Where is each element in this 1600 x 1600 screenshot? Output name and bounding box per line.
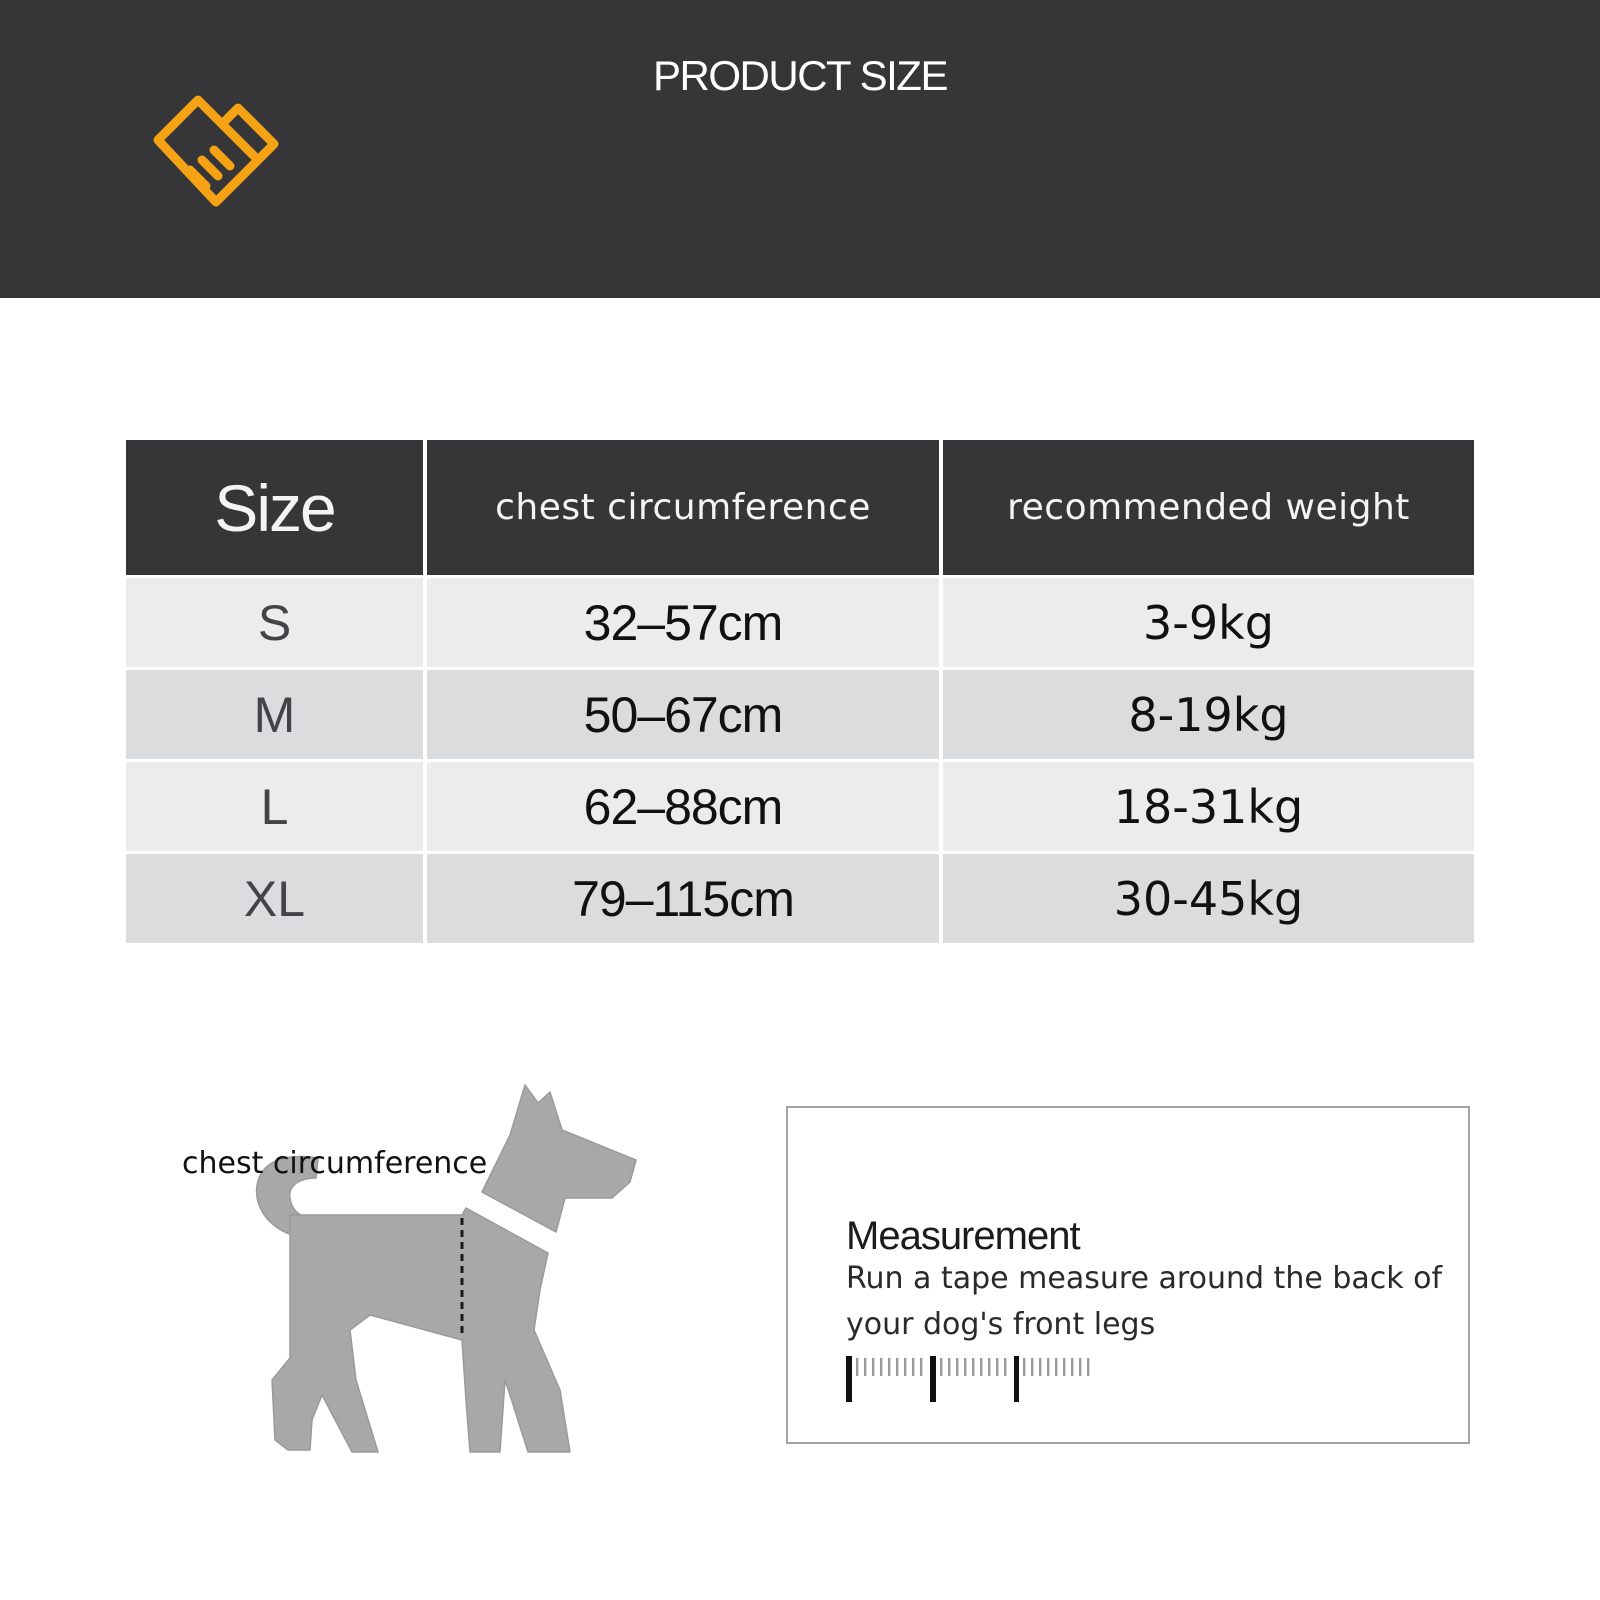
chest-cell: 32–57cm <box>423 575 939 667</box>
table-row <box>126 575 1474 667</box>
table-row <box>126 759 1474 851</box>
size-cell: M <box>126 667 423 759</box>
size-cell: XL <box>126 851 423 943</box>
weight-cell: 3-9kg <box>939 575 1474 667</box>
size-chart-table <box>126 440 1474 943</box>
weight-cell: 8-19kg <box>939 667 1474 759</box>
measurement-card <box>786 1106 1470 1444</box>
table-header-row <box>126 440 1474 575</box>
tape-measure-icon <box>846 1356 1106 1406</box>
chest-circumference-label: chest circumference <box>182 1146 488 1181</box>
page-title: PRODUCT SIZE <box>653 52 947 99</box>
chest-cell: 50–67cm <box>423 667 939 759</box>
dog-silhouette-icon <box>175 1060 655 1480</box>
chest-cell: 79–115cm <box>423 851 939 943</box>
ruler-tag-icon <box>150 92 280 210</box>
header-size: Size <box>126 440 423 575</box>
weight-cell: 18-31kg <box>939 759 1474 851</box>
measurement-description: Run a tape measure around the back of your dog's front legs <box>846 1261 1443 1342</box>
chest-cell: 62–88cm <box>423 759 939 851</box>
measurement-title: Measurement <box>846 1214 1080 1258</box>
header-recommended-weight: recommended weight <box>939 440 1474 575</box>
size-cell: L <box>126 759 423 851</box>
table-row <box>126 667 1474 759</box>
size-cell: S <box>126 575 423 667</box>
header-banner <box>0 0 1600 298</box>
table-row <box>126 851 1474 943</box>
weight-cell: 30-45kg <box>939 851 1474 943</box>
header-chest-circumference: chest circumference <box>423 440 939 575</box>
